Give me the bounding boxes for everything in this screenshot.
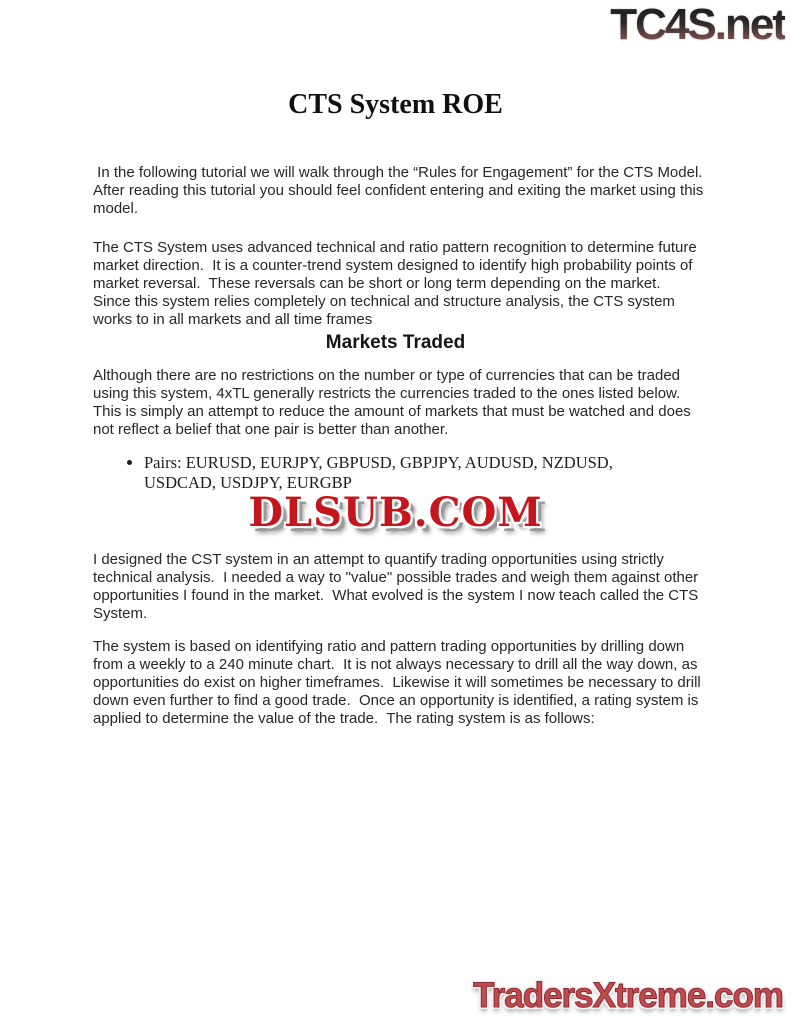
page-title: CTS System ROE — [288, 89, 503, 120]
markets-traded-heading: Markets Traded — [325, 332, 466, 353]
markets-paragraph: Although there are no restrictions on the number or type of currencies that can be traded using this system, 4xTL generally restricts the currencies traded to the ones listed below. This is simply an attempt to reduce the amount of markets that must be watched and does not reflect a belief that one pair is better than another. — [93, 367, 695, 438]
tradersxtreme-logo: TradersXtreme.com — [473, 976, 783, 1015]
dlsub-watermark-logo: DLSUB.COM — [248, 489, 543, 536]
pairs-list-item: • Pairs: EURUSD, EURJPY, GBPUSD, GBPJPY, AUDUSD, NZDUSD, USDCAD, USDJPY, EURGBP — [144, 453, 664, 493]
intro-paragraph: In the following tutorial we will walk through the “Rules for Engagement” for the CTS Model. After reading this tutorial you should feel confident entering and exiting the market using this model. — [93, 164, 708, 217]
pairs-list — [120, 453, 791, 493]
overview-paragraph: The CTS System uses advanced technical and ratio pattern recognition to determine future market direction. It is a counter-trend system designed to identify high probability points of market reversal. These reversals can be short or long term depending on the market. Since this system relies completely on technical and structure analysis, the CTS system works to in all markets and all time frames — [93, 239, 701, 328]
tc4s-logo: TC4S.net — [610, 0, 785, 49]
design-paragraph: I designed the CST system in an attempt to quantify trading opportunities using strictly technical analysis. I needed a way to "value" possible trades and weigh them against other opportunities I found in the market. What evolved is the system I now teach called the CTS System. — [93, 551, 703, 622]
rating-paragraph: The system is based on identifying ratio and pattern trading opportunities by drilling down from a weekly to a 240 minute chart. It is not always necessary to drill all the way down, as opportunities do exist on higher timeframes. Likewise it will sometimes be necessary to drill down even further to find a good trade. Once an opportunity is identified, a rating system is applied to determine the value of the trade. The rating system is as follows: — [93, 638, 705, 727]
